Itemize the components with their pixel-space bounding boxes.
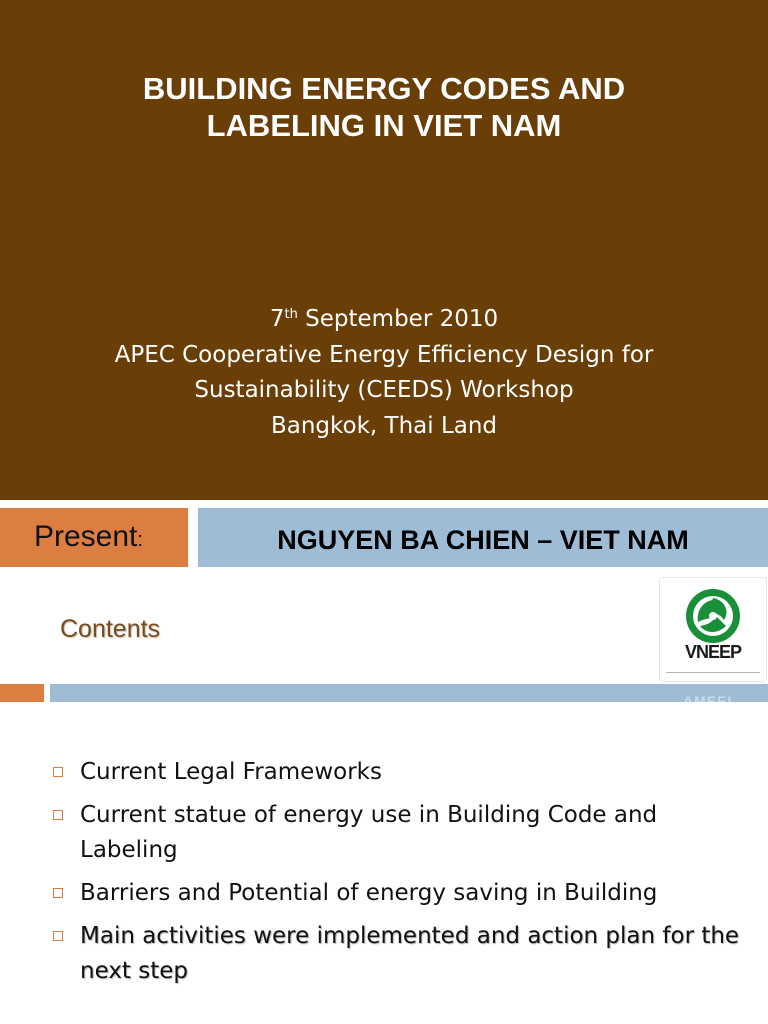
list-item: [50, 798, 750, 868]
present-label-box: [0, 508, 188, 567]
list-item-text: Current statue of energy use in Building Code and Labeling: [80, 802, 658, 863]
square-bullet-icon: [53, 810, 63, 820]
present-label: Present:: [34, 520, 143, 553]
event-name-line-2: Sustainability (CEEDS) Workshop: [194, 377, 574, 403]
event-location: Bangkok, Thai Land: [270, 412, 498, 439]
vneep-logo-text: VNEEP: [684, 642, 742, 662]
title-line-1: BUILDING ENERGY CODES AND: [142, 71, 626, 106]
presentation-title: [0, 70, 768, 144]
vneep-logo-icon: [680, 586, 746, 646]
logo-reflection: AMEEL: [683, 693, 737, 709]
date-ordinal-suffix: th: [284, 307, 298, 322]
list-item-text: Current Legal Frameworks: [80, 759, 382, 785]
accent-bar-blue: [50, 684, 768, 702]
square-bullet-icon: [53, 767, 63, 777]
list-item: [50, 755, 750, 790]
logo-underline: [666, 672, 760, 673]
event-name-line-1: APEC Cooperative Energy Efficiency Design for: [114, 341, 654, 368]
square-bullet-icon: [53, 931, 63, 941]
slide-divider: [0, 500, 768, 508]
accent-bar-orange: [0, 684, 44, 702]
title-line-2: LABELING IN VIET NAM: [206, 108, 562, 143]
vneep-logo: [659, 577, 767, 682]
title-slide: [0, 0, 768, 500]
event-info: [0, 302, 768, 444]
event-date: 7th September 2010: [269, 306, 499, 332]
list-item: [50, 919, 750, 989]
contents-slide: [0, 567, 768, 1024]
contents-heading: Contents: [60, 615, 161, 643]
presenter-name: NGUYEN BA CHIEN – VIET NAM: [277, 525, 689, 555]
presenter-box: [198, 508, 768, 567]
list-item: [50, 876, 750, 911]
contents-list: [50, 755, 750, 997]
square-bullet-icon: [53, 888, 63, 898]
list-item-text: Barriers and Potential of energy saving in Building: [80, 880, 658, 906]
list-item-text: Main activities were implemented and action plan for the next step: [80, 923, 740, 984]
